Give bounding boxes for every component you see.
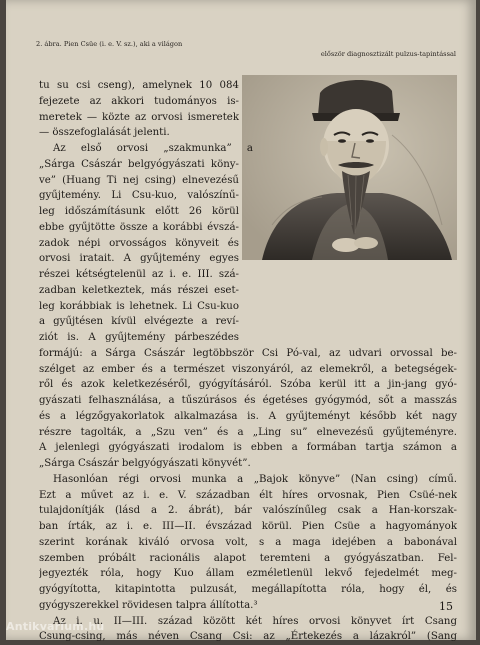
- text-line: orvosi iratait. A gyűjtemény egyes: [39, 253, 239, 265]
- text-line: Hasonlóan régi orvosi munka a „Bajok könyve” (Nan csing) című.: [53, 473, 457, 485]
- text-line: meretek — közte az orvosi ismeretek: [39, 111, 239, 123]
- text-line: gyógyította, kitapintotta pulzusát, megállapította róla, hogy él, és: [39, 584, 457, 595]
- page-number: 15: [439, 600, 453, 613]
- text-line: A jelenlegi gyógyászati irodalom is ebben a formában tartja számon a: [39, 442, 457, 454]
- text-line: leg időszámításunk előtt 26 körül: [39, 206, 239, 217]
- caption-line-1: 2. ábra. Pien Csüe (i. e. V. sz.), aki a világon: [36, 40, 183, 48]
- text-line: zadban keletkeztek, más részei eset-: [39, 284, 239, 296]
- text-line: „Sárga Császár belgyógyászati köny-: [39, 158, 239, 170]
- text-line: Ezt a művet az i. e. V. században élt híres orvosnak, Pien Csüé-nek: [39, 489, 457, 501]
- text-line: zadok népi orvosságos könyveit és: [39, 237, 239, 249]
- text-line: szemben próbált racionális alapot teremteni a gyógyászatban. Fel-: [39, 552, 457, 564]
- text-line: ről és azok keletkezéséről, gyógyításáról. Szóba kerül itt a jin-jang gyó-: [39, 379, 457, 391]
- text-line: formájú: a Sárga Császár legtöbbször Csi Pó-val, az udvari orvossal be-: [39, 347, 457, 359]
- text-line: gyűjtemény. Li Csu-kuo, valószínű-: [39, 190, 239, 202]
- text-line: ebbe gyűjtötte össze a korábbi évszá-: [39, 221, 239, 233]
- text-line: fejezete az akkori tudományos is-: [39, 95, 239, 107]
- text-line: „Sárga Császár belgyógyászati könyvét”.: [39, 458, 251, 469]
- text-line: a gyűjtésen kívül elvégezte a reví-: [39, 316, 239, 328]
- text-line: szélget az ember és a természet viszonyáról, az elemekről, a betegségek-: [39, 363, 457, 375]
- text-line: gyógyszerekkel rövidesen talpra állította.³: [39, 599, 258, 611]
- text-line: Csung-csing, más néven Csang Csi: az „Értekezés a lázakról” (Sang: [39, 631, 457, 643]
- text-line: tu su csi cseng), amelynek 10 084: [39, 80, 239, 91]
- text-line: ziót is. A gyűjtemény párbeszédes: [39, 332, 239, 343]
- text-line: szerint korának kiváló orvosa volt, s a maga idejében a babonával: [39, 536, 457, 548]
- text-line: leg korábbiak is lehetnek. Li Csu-kuo: [39, 300, 239, 312]
- text-line: Az első orvosi „szakmunka” a: [53, 143, 253, 154]
- text-line: — összefoglalását jelenti.: [39, 127, 170, 139]
- text-line: tulajdonítják (lásd a 2. ábrát), bár valószínűleg csak a Han-korszak-: [39, 505, 457, 517]
- caption-line-2: először diagnosztizált pulzus-tapintással: [320, 50, 456, 58]
- text-line: ban írták, az i. e. III—II. évszázad körül. Pien Csüe a hagyományok: [39, 521, 457, 532]
- text-line: jegyezték róla, hogy Kuo állam ezméletlenül lekvő fejedelmét meg-: [39, 568, 457, 580]
- body-text: [39, 78, 457, 645]
- text-line: részre tagolták, a „Szu ven” és a „Ling su” elnevezésű gyűjteményre.: [39, 426, 457, 438]
- text-line: és a légzőgyakorlatok alkalmazása is. A gyűjteményt később két nagy: [39, 410, 457, 422]
- text-line: gyászati felhasználása, a tűszúrásos és égetéses gyógymód, sőt a masszás: [39, 395, 457, 406]
- site-watermark: Antikvarium.hu: [6, 620, 105, 633]
- text-line: Az i. u. II—III. század között két híres orvosi könyvet írt Csang: [53, 615, 457, 627]
- book-page: [6, 0, 476, 643]
- text-line: ve” (Huang Ti nej csing) elnevezésű: [39, 174, 239, 186]
- text-line: részei kétségtelenül az i. e. III. szá-: [39, 269, 239, 280]
